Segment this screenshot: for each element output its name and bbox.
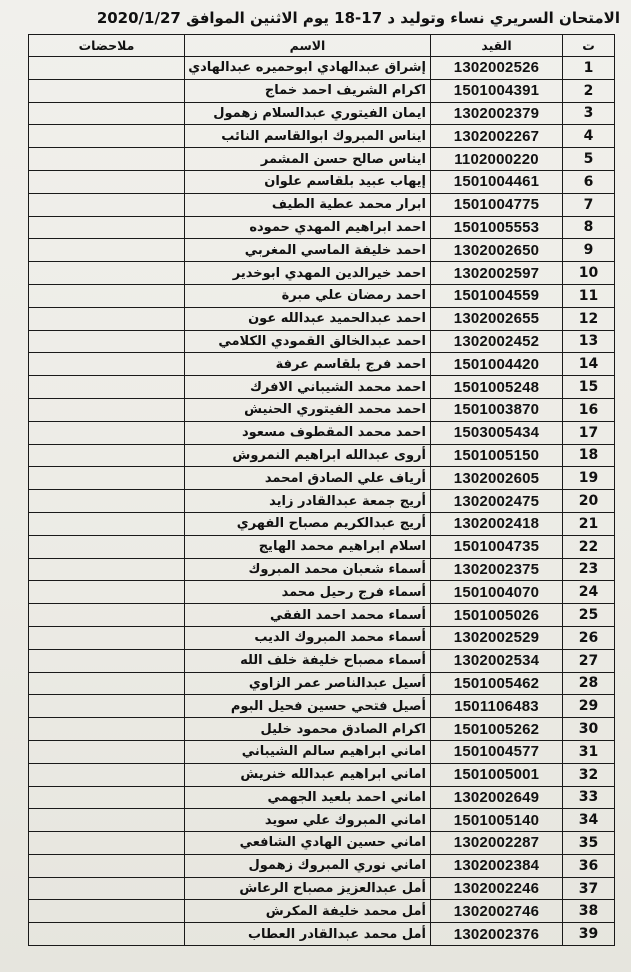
- row-student-name: ايناس المبروك ابوالقاسم النائب: [185, 125, 431, 148]
- table-row: [29, 307, 615, 330]
- row-student-name: احمد ابراهيم المهدي حموده: [185, 216, 431, 239]
- row-number: 20: [563, 490, 615, 513]
- row-registration-id: 1302002267: [431, 125, 563, 148]
- row-student-name: احمد خيرالدين المهدي ابوخدير: [185, 262, 431, 285]
- row-student-name: أريج جمعة عبدالقادر زايد: [185, 490, 431, 513]
- row-notes: [29, 695, 185, 718]
- row-student-name: أريج عبدالكريم مصباح الفهري: [185, 512, 431, 535]
- row-registration-id: 1501004070: [431, 581, 563, 604]
- row-student-name: أرياف علي الصادق امحمد: [185, 467, 431, 490]
- row-registration-id: 1302002475: [431, 490, 563, 513]
- row-student-name: أسماء فرج رحيل محمد: [185, 581, 431, 604]
- row-registration-id: 1503005434: [431, 421, 563, 444]
- row-student-name: احمد محمد الشيباني الافرك: [185, 376, 431, 399]
- row-notes: [29, 444, 185, 467]
- row-number: 22: [563, 535, 615, 558]
- row-student-name: احمد فرج بلقاسم عرفة: [185, 353, 431, 376]
- row-registration-id: 1501005001: [431, 763, 563, 786]
- row-student-name: اماني ابراهيم عبدالله خنريش: [185, 763, 431, 786]
- header-number: ت: [563, 35, 615, 57]
- row-registration-id: 1501005553: [431, 216, 563, 239]
- row-registration-id: 1501004775: [431, 193, 563, 216]
- row-notes: [29, 604, 185, 627]
- row-notes: [29, 718, 185, 741]
- row-student-name: احمد محمد المقطوف مسعود: [185, 421, 431, 444]
- row-student-name: اماني حسين الهادي الشافعي: [185, 832, 431, 855]
- row-student-name: أسيل عبدالناصر عمر الزاوي: [185, 672, 431, 695]
- row-notes: [29, 284, 185, 307]
- row-student-name: أمل عبدالعزيز مصباح الرعاش: [185, 877, 431, 900]
- row-number: 10: [563, 262, 615, 285]
- row-registration-id: 1501004735: [431, 535, 563, 558]
- table-body: [29, 57, 615, 946]
- row-number: 29: [563, 695, 615, 718]
- row-notes: [29, 490, 185, 513]
- row-registration-id: 1302002384: [431, 854, 563, 877]
- row-registration-id: 1501004420: [431, 353, 563, 376]
- row-notes: [29, 558, 185, 581]
- row-notes: [29, 170, 185, 193]
- table-row: [29, 854, 615, 877]
- row-notes: [29, 307, 185, 330]
- row-registration-id: 1302002379: [431, 102, 563, 125]
- row-student-name: اكرام الشريف احمد خماج: [185, 79, 431, 102]
- table-row: [29, 284, 615, 307]
- row-registration-id: 1501005462: [431, 672, 563, 695]
- row-number: 27: [563, 649, 615, 672]
- row-student-name: ايناس صالح حسن المشمر: [185, 148, 431, 171]
- row-student-name: اماني ابراهيم سالم الشيباني: [185, 740, 431, 763]
- row-registration-id: 1501003870: [431, 398, 563, 421]
- table-row: [29, 581, 615, 604]
- row-number: 38: [563, 900, 615, 923]
- row-notes: [29, 467, 185, 490]
- row-number: 39: [563, 923, 615, 946]
- row-number: 24: [563, 581, 615, 604]
- row-number: 23: [563, 558, 615, 581]
- row-number: 7: [563, 193, 615, 216]
- row-registration-id: 1302002597: [431, 262, 563, 285]
- table-row: [29, 193, 615, 216]
- row-student-name: اماني احمد بلعيد الجهمي: [185, 786, 431, 809]
- row-registration-id: 1501106483: [431, 695, 563, 718]
- row-registration-id: 1302002655: [431, 307, 563, 330]
- row-student-name: أصيل فتحي حسين فحيل البوم: [185, 695, 431, 718]
- row-number: 13: [563, 330, 615, 353]
- row-number: 37: [563, 877, 615, 900]
- row-registration-id: 1302002376: [431, 923, 563, 946]
- table-row: [29, 262, 615, 285]
- row-registration-id: 1302002287: [431, 832, 563, 855]
- row-number: 26: [563, 626, 615, 649]
- row-registration-id: 1501004577: [431, 740, 563, 763]
- row-student-name: ايمان الفيتوري عبدالسلام زهمول: [185, 102, 431, 125]
- row-notes: [29, 854, 185, 877]
- table-row: [29, 535, 615, 558]
- row-registration-id: 1302002534: [431, 649, 563, 672]
- row-student-name: أسماء شعبان محمد المبروك: [185, 558, 431, 581]
- row-registration-id: 1501005026: [431, 604, 563, 627]
- row-student-name: اماني المبروك علي سويد: [185, 809, 431, 832]
- row-registration-id: 1302002452: [431, 330, 563, 353]
- row-notes: [29, 740, 185, 763]
- row-notes: [29, 57, 185, 80]
- row-notes: [29, 239, 185, 262]
- row-student-name: اسلام ابراهيم محمد الهايج: [185, 535, 431, 558]
- row-number: 11: [563, 284, 615, 307]
- table-row: [29, 467, 615, 490]
- row-registration-id: 1302002375: [431, 558, 563, 581]
- row-registration-id: 1302002605: [431, 467, 563, 490]
- table-row: [29, 376, 615, 399]
- table-row: [29, 718, 615, 741]
- table-row: [29, 923, 615, 946]
- table-row: [29, 444, 615, 467]
- table-row: [29, 216, 615, 239]
- row-notes: [29, 79, 185, 102]
- row-number: 2: [563, 79, 615, 102]
- row-registration-id: 1302002650: [431, 239, 563, 262]
- row-number: 35: [563, 832, 615, 855]
- row-notes: [29, 649, 185, 672]
- row-number: 30: [563, 718, 615, 741]
- row-student-name: إيهاب عبيد بلقاسم علوان: [185, 170, 431, 193]
- row-number: 34: [563, 809, 615, 832]
- row-number: 15: [563, 376, 615, 399]
- row-registration-id: 1501005140: [431, 809, 563, 832]
- header-registration: القيد: [431, 35, 563, 57]
- row-registration-id: 1501004461: [431, 170, 563, 193]
- table-row: [29, 604, 615, 627]
- table-row: [29, 125, 615, 148]
- row-notes: [29, 626, 185, 649]
- table-header-row: [29, 35, 615, 57]
- table-row: [29, 740, 615, 763]
- table-row: [29, 490, 615, 513]
- row-registration-id: 1302002529: [431, 626, 563, 649]
- row-notes: [29, 421, 185, 444]
- row-number: 5: [563, 148, 615, 171]
- row-registration-id: 1501005150: [431, 444, 563, 467]
- row-student-name: أمل محمد عبدالقادر العطاب: [185, 923, 431, 946]
- header-notes: ملاحضات: [29, 35, 185, 57]
- table-row: [29, 695, 615, 718]
- table-row: [29, 57, 615, 80]
- row-student-name: احمد عبدالخالق القمودي الكلامي: [185, 330, 431, 353]
- row-number: 12: [563, 307, 615, 330]
- row-notes: [29, 102, 185, 125]
- row-registration-id: 1302002746: [431, 900, 563, 923]
- row-number: 32: [563, 763, 615, 786]
- row-number: 25: [563, 604, 615, 627]
- row-registration-id: 1501005248: [431, 376, 563, 399]
- row-notes: [29, 809, 185, 832]
- row-student-name: اماني نوري المبروك زهمول: [185, 854, 431, 877]
- row-registration-id: 1302002246: [431, 877, 563, 900]
- row-student-name: إشراق عبدالهادي ابوحميره عبدالهادي: [185, 57, 431, 80]
- row-number: 16: [563, 398, 615, 421]
- row-student-name: أسماء مصباح خليفة خلف الله: [185, 649, 431, 672]
- table-row: [29, 558, 615, 581]
- row-student-name: أسماء محمد احمد الفقي: [185, 604, 431, 627]
- row-notes: [29, 216, 185, 239]
- row-notes: [29, 877, 185, 900]
- row-number: 33: [563, 786, 615, 809]
- row-number: 6: [563, 170, 615, 193]
- row-number: 1: [563, 57, 615, 80]
- row-number: 21: [563, 512, 615, 535]
- student-table: [28, 34, 615, 946]
- header-name: الاسم: [185, 35, 431, 57]
- row-number: 9: [563, 239, 615, 262]
- table-row: [29, 79, 615, 102]
- row-notes: [29, 376, 185, 399]
- row-notes: [29, 125, 185, 148]
- table-row: [29, 832, 615, 855]
- row-notes: [29, 923, 185, 946]
- row-notes: [29, 763, 185, 786]
- row-number: 8: [563, 216, 615, 239]
- table-row: [29, 170, 615, 193]
- table-row: [29, 763, 615, 786]
- row-notes: [29, 512, 185, 535]
- row-student-name: احمد محمد الفيتوري الحنيش: [185, 398, 431, 421]
- row-student-name: اكرام الصادق محمود خليل: [185, 718, 431, 741]
- row-registration-id: 1302002418: [431, 512, 563, 535]
- row-number: 19: [563, 467, 615, 490]
- row-registration-id: 1501004559: [431, 284, 563, 307]
- row-student-name: أمل محمد خليفة المكرش: [185, 900, 431, 923]
- table-row: [29, 900, 615, 923]
- row-notes: [29, 398, 185, 421]
- row-number: 31: [563, 740, 615, 763]
- row-registration-id: 1302002649: [431, 786, 563, 809]
- table-row: [29, 626, 615, 649]
- row-student-name: أسماء محمد المبروك الديب: [185, 626, 431, 649]
- row-notes: [29, 832, 185, 855]
- row-number: 4: [563, 125, 615, 148]
- row-notes: [29, 262, 185, 285]
- table-row: [29, 102, 615, 125]
- table-row: [29, 330, 615, 353]
- table-row: [29, 877, 615, 900]
- row-notes: [29, 900, 185, 923]
- row-number: 18: [563, 444, 615, 467]
- row-registration-id: 1302002526: [431, 57, 563, 80]
- row-notes: [29, 535, 185, 558]
- row-number: 14: [563, 353, 615, 376]
- table-row: [29, 786, 615, 809]
- exam-title: الامتحان السريري نساء وتوليد د 17-18 يوم الاثنين الموافق 2020/1/27: [96, 9, 620, 27]
- table-row: [29, 421, 615, 444]
- row-student-name: احمد عبدالحميد عبدالله عون: [185, 307, 431, 330]
- row-student-name: احمد رمضان علي مبرة: [185, 284, 431, 307]
- row-notes: [29, 193, 185, 216]
- table-row: [29, 809, 615, 832]
- table-row: [29, 398, 615, 421]
- table-row: [29, 353, 615, 376]
- row-notes: [29, 148, 185, 171]
- row-student-name: ابرار محمد عطية الطيف: [185, 193, 431, 216]
- table-row: [29, 148, 615, 171]
- table-row: [29, 649, 615, 672]
- row-notes: [29, 672, 185, 695]
- row-registration-id: 1501005262: [431, 718, 563, 741]
- table-row: [29, 672, 615, 695]
- row-notes: [29, 353, 185, 376]
- row-number: 36: [563, 854, 615, 877]
- row-number: 17: [563, 421, 615, 444]
- row-registration-id: 1102000220: [431, 148, 563, 171]
- table-row: [29, 512, 615, 535]
- row-student-name: احمد خليفة الماسي المغربي: [185, 239, 431, 262]
- row-number: 3: [563, 102, 615, 125]
- row-notes: [29, 330, 185, 353]
- row-registration-id: 1501004391: [431, 79, 563, 102]
- row-notes: [29, 581, 185, 604]
- table-row: [29, 239, 615, 262]
- row-student-name: أروى عبدالله ابراهيم النمروش: [185, 444, 431, 467]
- row-notes: [29, 786, 185, 809]
- row-number: 28: [563, 672, 615, 695]
